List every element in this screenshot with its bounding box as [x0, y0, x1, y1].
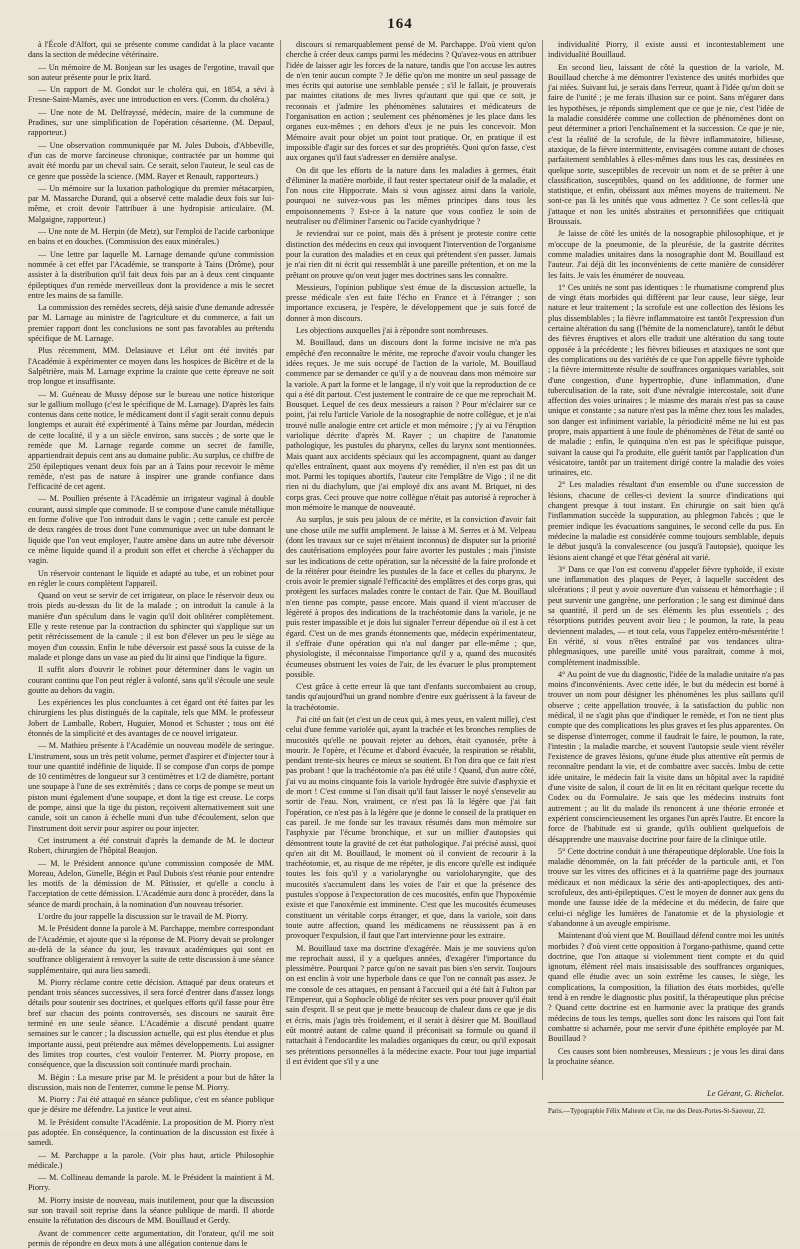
paragraph: discours si remarquablement pensé de M. Parchappe. D'où vient qu'on cherche à créer deux camps parmi les médecins ? Qu'avez-vous en attribuer l'idée de laisser agir les forces de la nature, tandis que l'on accuse les autres de n'en tenir aucun compte ? Je défie qu'on me montre un seul passage de mes écrits qui autorise une semblable pensée ; s'il le fallait, je prouverais par maintes citations de mes livres qu'autant que qui que ce soit, je reconnais et j'admire les phénomènes salutaires et médicateurs de l'organisation en action ; seulement ces phénomènes je les place dans les organes eux-mêmes ; en dehors d'eux je ne puis les concevoir. Mon Mémoire avait pour objet un point tout pratique. Or, en pratique il est impossible d'agir sur des forces et sur des propriétés. Quoi qu'on fasse, c'est aux organes qu'il faut s'adresser en dernière analyse. — [286, 40, 536, 163]
paragraph: M. Piorry réclame contre cette décision. Attaqué par deux orateurs et pendant trois séances successives, il sera forcé d'entrer dans d'assez longs détails pour soutenir ses doctrines, et quelques efforts qu'il fasse pour être bref sur chacun des points controversés, ses discours ne saurait être terminé en une seule séance. L'Académie a discuté pendant quatre semaines sur le cancer ; la discussion actuelle, qui est plus étendue et plus importante aussi, peut prétendre aux mêmes développements. Lui assigner des limites trop courtes, c'est vouloir l'enterrer. M. Piorry propose, en conséquence, que la discussion soit continuée mardi prochain. — [28, 977, 274, 1070]
paragraph: M. Bouillaud, dans un discours dont la forme incisive ne m'a pas empêché d'en reconnaître le mérite, me reproche d'avoir voulu changer les idées reçues. Je me suis occupé de l'action de la variole, M. Bouillaud commence par se demander ce qu'il y a de nouveau dans mon mémoire sur la variole. A part la forme et le langage, il n'y voit que la reproduction de ce qui a été dit partout. C'est justement le contraire de ce que me reprochait M. Bousquet. Lequel de ces deux messieurs a raison ? Pour m'éclairer sur ce point, j'ai relu l'article Variole de la nosographie de notre collègue, et je n'ai trouvé nulle analogie entre cet article et mon mémoire ; j'y ai vu l'éruption variolique décrite d'après M. Rayer ; un chapitre de l'anatomie pathologique, les pustules du pharynx, celles du larynx sont mentionnées. Mais quant aux accidents spéciaux qui les accompagnent, quant au danger qu'elles entraînent, quant aux moyens d'y remédier, il n'en est pas dit un mot. Parmi les topiques abortifs, l'auteur cite l'emplâtre de Vigo ; il ne dit rien ni du diachylum, que j'ai employé dix ans avant M. Briquet, ni des corps gras. Ceci prouve que notre collègue n'était pas autorisé à reprocher à mon mémoire le manque de nouveauté. — [286, 338, 536, 513]
printer-imprint: Paris.—Typographie Félix Malteste et Cie, rue des Deux-Portes-St-Sauveur, 22. — [548, 1108, 766, 1115]
paragraph: — Une note de M. Delfrayssé, médecin, maire de la commune de Pradines, sur une simplification de l'opération césarienne. (M. Depaul, rapporteur.) — [28, 107, 274, 138]
paragraph: Maintenant d'où vient que M. Bouillaud défend contre moi les unités morbides ? d'où vient cette opposition à l'organo-pathisme, quand cette doctrine, que l'on attaque si violemment tient compte et du quid ignotum, élément réel mais insaisissable des souffrances organiques, quand elle étudie avec un soin extrême les causes, le siège, les complications, la composition, la filiation des états morbides, qu'elle tend à en rendre le diagnostic plus positif, la thérapeutique plus précise ? Quand cette doctrine est en harmonie avec la pratique des grands médecins de tous les temps, quelles sont donc les raisons qui l'ont fait combattre si acharnée, pour me servir d'une épithète employée par M. Bouillaud ? — [548, 931, 784, 1044]
column-3 — [548, 40, 784, 1080]
paragraph: Ces causes sont bien nombreuses, Messieurs ; je vous les dirai dans la prochaine séance. — [548, 1046, 784, 1066]
paragraph: individualité Piorry, il existe aussi et incontestablement une individualité Bouillaud. — [548, 40, 784, 60]
paragraph: M. Bégin : La mesure prise par M. le président a pour but de hâter la discussion, mais non de l'enterrer, comme le pense M. Piorry. — [28, 1072, 274, 1092]
paragraph: Les objections auxquelles j'ai à répondre sont nombreuses. — [296, 326, 489, 336]
paragraph: — M. Guéneau de Mussy dépose sur le bureau une notice historique sur le gallium mollugo (c'est le spécifique de M. Larnage). D'après les faits contenus dans cette notice, le médicament dont il s'agit serait connu depuis longtemps et aurait été expérimenté à Tains même par Jourdan, médecin de cette localité, il y a un siècle environ, sans succès ; de sorte que le remède que M. Larnage regarde comme un secret de famille, appartiendrait depuis cent ans au domaine public. Au surplus, ce chiffre de 250 épileptiques venant deux fois par an à Tains pour recevoir le même remède, n'est pas de nature à inspirer une grande confiance dans l'efficacité de cet agent. — [28, 389, 274, 492]
column-divider-2 — [542, 40, 543, 1080]
paragraph: — Une note de M. Herpin (de Metz), sur l'emploi de l'acide carbonique en bains et en douches. (Commission des eaux minérales.) — [28, 227, 274, 247]
paragraph: à l'École d'Alfort, qui se présente comme candidat à la place vacante dans la section de médecine vétérinaire. — [28, 40, 274, 60]
paragraph: L'ordre du jour rappelle la discussion sur le travail de M. Piorry. — [38, 912, 248, 922]
paragraph: Messieurs, l'opinion publique s'est émue de la discussion actuelle, la presse médicale s'en est faite l'écho en France et à l'étranger ; son importance excusera, je l'espère, le développement que je suis forcé de donner à mon discours. — [286, 282, 536, 323]
paragraph: La commission des remèdes secrets, déjà saisie d'une demande adressée par M. Larnage au ministre de l'agriculture et du commerce, a fait un premier rapport dont les conclusions ne sont pas favorables au prétendu spécifique de M. Larnage. — [28, 303, 274, 344]
paragraph: 1° Ces unités ne sont pas identiques : le rhumatisme comprend plus de vingt états morbides qui diffèrent par leur cause, leur siège, leur nature et leur traitement ; la scrofule est une collection des lésions les plus dissemblables ; la fièvre inflammatoire est tantôt l'expression d'un certaine altération du sang (l'hémite de la nomenclature), tantôt le début des fièvres éruptives et alors elle traduit une altération du sang toute opposée à la précédente ; les fièvres bilieuses et ataxiques ne sont que des complications ou des variétés de ce que l'on appelle fièvre typhoïde ; la fièvre intermittente résulte de souffrances organiques variables, soit d'une congestion, d'une hypertrophie, d'une inflammation, d'une tuberculisation de la rate, soit d'une névralgie intercostale, soit d'une affection des voies urinaires ; le miasme des marais n'est pas sa cause unique et constante ; sa nature n'est pas la même chez tous les malades, son danger est infiniment variable, la périodicité même ne lui est pas propre, mais appartient à une foule de phénomènes de l'état de santé ou de maladie ; enfin, le quinquina n'en est pas le spécifique puisque, suivant la cause qui l'a produite, elle guérit tantôt par l'application d'un vésicatoire, tantôt par un traitement dirigé contre la maladie des voies urinaires, etc. — [548, 282, 784, 478]
paragraph: 3° Dans ce que l'on est convenu d'appeler fièvre typhoïde, il existe une inflammation des plaques de Peyer, à laquelle succèdent des ulcérations ; il peut y avoir ouverture d'un vaisseau et hémorrhagie ; il peut survenir une gangrène, une perforation ; le sang est diminué dans sa quantité, il perd un de ses éléments les plus essentiels ; des résorptions putrides peuvent avoir lieu ; le poumon, la rate, la peau deviennent malades, — et tout cela, vous l'appelez entéro-mésentérite ! En vérité, si vous n'êtes entraîné par vos tendances ultra-phlegmasiques, une pareille unité vous paraîtrait, comme à moi, complètement inadmissible. — [548, 564, 784, 667]
page-number: 164 — [387, 16, 413, 32]
paragraph: Un réservoir contenant le liquide et adapté au tube, et un robinet pour en régler le cours complètent l'appareil. — [28, 568, 274, 588]
paragraph: — Un mémoire de M. Bonjean sur les usages de l'ergotine, travail que son auteur présente pour le prix Itard. — [28, 62, 274, 82]
paragraph: M. Piorry : J'ai été attaqué en séance publique, c'est en séance publique que je désire me défendre. La justice le veut ainsi. — [28, 1095, 274, 1115]
editor-signature: Le Gérant, G. Richelot. — [707, 1089, 784, 1098]
paragraph: — Un rapport de M. Gondot sur le choléra qui, en 1854, a sévi à Fresne-Saint-Mamès, avec une introduction en vers. (Comm. du choléra.) — [28, 85, 274, 105]
paragraph: Les expériences les plus concluantes à cet égard ont été faites par les chirurgiens les plus distingués de la capitale, tels que MM. le professeur Jobert de Lamballe, Robert, Huguier, Monod et Schuster ; tous ont été étonnés de la simplicité et des avantages de ce nouvel irrigateur. — [28, 698, 274, 738]
paragraph: — Un mémoire sur la luxation pathologique du premier métacarpien, par M. Massarche Durand, qui a observé cette maladie deux fois sur lui-même, et croit devoir l'attribuer à une hydropisie articulaire. (M. Malgaigne, rapporteur.) — [28, 183, 274, 224]
paragraph: M. Piorry insiste de nouveau, mais inutilement, pour que la discussion sur son travail soit reprise dans la séance publique de mardi. Il aborde ensuite la réfutation des discours de MM. Bouillaud et Gerdy. — [28, 1195, 274, 1226]
column-2 — [286, 40, 536, 1080]
paragraph: — M. Parchappe a la parole. (Voir plus haut, article Philosophie médicale.) — [28, 1150, 274, 1170]
paragraph: En second lieu, laissant de côté la question de la variole, M. Bouillaud cherche à me démontrer l'existence des unités morbides que j'ai niées. Suivant lui, je serais dans l'erreur, quant à l'idée qu'on doit se faire de l'unité ; je me ferais illusion sur ce point. Sans m'égarer dans les hypothèses, je réponds simplement que ce que je nie, c'est l'idée de la maladie considérée comme une collection de phénomènes dont on peut déterminer a priori l'enchaînement et la succession. Ce que je nie, c'est la réalité de la scrofule, de la fièvre inflammatoire, bilieuse, ataxique, de la fièvre intermittente, envisagées comme autant de choses parfaitement semblables à elles-mêmes dans tous les cas, dessinées en quelque sorte, susceptibles de recevoir un nom et de se prêter à une classification, susceptibles, quand on les additionne, de former une statistique, et enfin, obéissant aux mêmes moyens de traitement. Ne sont-ce pas là les unités que vous admettez ? Ce sont celles-là que j'attaque et non les unités abstraites et personnifiées que critiquait Broussais. — [548, 62, 784, 227]
paragraph: J'ai cité un fait (et c'est un de ceux qui, à mes yeux, en valent mille), c'est celui d'une femme variolée qui, ayant la trachée et les bronches remplies de mucosités qu'elle ne pouvait rejeter au dehors, était cyanosée, prête à mourir. Je l'opère, et l'écume et d'abord évacuée, la respiration se rétablit, pendant trente-six heures ce mieux se soutient. Et l'on dira que ce fait n'est pas probant ! que la trachéotomie n'a pas été utile ! Quand, d'un autre côté, j'ai vu au moins cinquante fois la variole hydrogée être suivie d'asphyxie et de mort ! C'est comme si l'on disait qu'il faut laisser le noyé s'ensevelir au sortir de l'eau. Non, vraiment, ce n'est pas là la légère que j'ai fait l'opération, ce n'est pas à la légère que je donne le conseil de la pratiquer en cas pareil. Je me fonde sur les travaux résumés dans mon mémoire sur l'asphyxie par l'écume bronchique, et sur un millier d'autopsies qui démontrent toute la gravité de cet état pathologique. J'ai précisé aussi, quoi qu'en ait dit M. Bouillaud, le moment où il convient de recourir à la trachéotomie, et, au risque de me répéter, je dis encore qu'elle est indiquée toutes les fois qu'il y a variolarynghe ou varioloharyngite, que des mucosités s'accumulent dans les voies de l'air et que la présence des pustules s'oppose à l'expectoration de ces mucosités, enfin que l'hypoxémie existe et que l'anoxémie est imminente. C'est que les mucosités écumeuses constituent un véritable corps étranger, et que, dans la variole, soit dans toute autre affection, quand les médicamens ne réussissent pas à en provoquer l'expulsion, il faut que l'art intervienne pour les extraire. — [286, 715, 536, 941]
column-1 — [28, 40, 274, 1248]
paragraph: — Une lettre par laquelle M. Larnage demande qu'une commission nommée à cet effet par l'Académie, se transporte à Tains (Drôme), pour assister à la distribution qu'il fait deux fois par an à deux cent cinquante épileptiques d'un remède merveilleux dont la providence a mis le secret entre les mains de sa famille. — [28, 249, 274, 300]
paragraph: On dit que les efforts de la nature dans les maladies à germes, était d'éliminer la matière morbide, il faut rester spectateur oisif de la maladie, et l'on nous cite Hippocrate. Mais si vous agissez ainsi dans la variole, pourquoi ne suivez-vous pas les mêmes principes dans tous les empoisonnements ? Est-ce à la nature que vous confiez le soin de neutraliser ou d'éliminer l'arsenic ou l'acide cyanhydrique ? — [286, 165, 536, 227]
paragraph: Quand on veut se servir de cet irrigateur, on place le réservoir deux ou trois pieds au-dessus du lit de la malade ; on introduit la canule à la manière d'un spéculum dans le vagin qu'il doit oblitérer complètement. Elle y reste retenue par la contraction du sphincter qui s'applique sur un petit rétrécissement de la canule ; il est bon d'élever un peu le siège au moyen d'un coussin. Enfin le tube déversoir est passé sous la cuisse de la malade et plonge dans un vase au pied du lit ainsi que l'indique la figure. — [28, 591, 274, 662]
paragraph: C'est grâce à cette erreur là que tant d'enfants succombaient au croup, tandis qu'aujourd'hui un grand nombre d'entre eux guérissent à la faveur de la trachéotomie. — [286, 682, 536, 712]
paragraph: — M. Mathieu présente à l'Académie un nouveau modèle de seringue. L'instrument, sous un très petit volume, permet d'aspirer et d'injecter tour à tour une quantité indéfinie de liquide. Il se compose d'un corps de pompe de 10 centimètres de longueur sur 3 centimètres et 1/2 de diamètre, portant une soupape à l'une de ses extrémités ; dans ce corps de pompe se meut un piston muni également d'une soupape, et dont la tige est creuse. Le corps de pompe, ainsi que la tige du piston, reçoivent alternativement soit une canule, soit un canon à échelle muni d'un tube d'écoulement, selon que l'instrument doit servir pour aspirer ou pour injecter. — [28, 741, 274, 833]
paragraph: Cet instrument a été construit d'après la demande de M. le docteur Robert, chirurgien de l'hôpital Beaujon. — [28, 835, 274, 856]
paragraph: M. Bouillaud taxe ma doctrine d'exagérée. Mais je me souviens qu'on me reprochait aussi, il y a quelques années, d'exagérer l'importance du plessimètre. Pourquoi ? parce qu'on ne savait pas bien s'en servir. Toujours on est enclin à voir une hyperbole dans ce que l'on ne connaît pas assez. Je me console de ces attaques, en pensant à l'accueil qui a été fait à Fulton par l'Empereur, qui a Sophocle obligé de réciter ses vers pour prouver qu'il était sain d'esprit. Il se peut que je mette beaucoup de chaleur dans ce que je dis et écris, mais j'agis très froidement, et il serait à désirer que M. Bouillaud eût montré autant de calme quand il préconisait sa formule ou quand il rattachait à l'endocardite les maladies organiques du cœur, ou qu'il exposait ses prétentions personnelles à la médecine exacte. Pour tout juge impartial il est évident que s'il y a une — [286, 943, 536, 1066]
paragraph: 4° Au point de vue du diagnostic, l'idée de la maladie unitaire n'a pas moins d'inconvénients. Avec cette idée, le but du médecin est borné à trouver un nom pour désigner les phénomènes les plus saillans qu'il observe ; cette appellation trouvée, à la satisfaction du public non médical, il ne s'agit plus que d'indiquer le remède, et l'on ne tient plus compte que des complications les plus graves et les plus apparentes. On se dispense d'interroger, comme il faudrait le faire, le poumon, la rate, l'intestin ; la maladie marche, et souvent l'autopsie seule vient révéler l'existence de graves lésions, qu'une étude plus attentive eût permis de reconnaître pendant la vie, et de combattre avec succès. Imbu de cette idée unitaire, le médecin fait la visite dans un hôpital avec la rapidité d'une visite de salon, il court de lit en lit en récitant quelque recette du Codex ou du Formulaire. Je sais que les médecins instruits font autrement ; au lit du malade ils renoncent à une théorie erronée et expérient consciencieusement les organes l'un après l'autre. Et encore la force de l'habitude est si grande, qu'ils oublient quelquefois de désapprendre une mauvaise doctrine pour faire de la clinique utile. — [548, 669, 784, 844]
paragraph: M. le Président donne la parole à M. Parchappe, membre correspondant de l'Académie, et ajoute que si la réponse de M. Piorry devait se prolonger au-delà de la séance du jour, les travaux académiques qui sont en souffrance obligeraient à renvoyer la suite de cette discussion à une séance supplémentaire, qui aura lieu samedi. — [28, 924, 274, 975]
paragraph: Au surplus, je suis peu jaloux de ce mérite, et la conviction d'avoir fait une chose utile me suffit amplement. Je laisse à M. Serres et à M. Velpeau (dont les travaux sur ce sujet m'étaient inconnus) de disputer sur la priorité des cautérisations employées pour faire avorter les pustules ; mais j'insiste sur les indications de cette opération, sur la nécessité de la faire profonde et de la réitérer pour éteindre les pustules de la face et celles du pharynx. Je crois avoir le premier signalé l'efficacité des emplâtres et des corps gras, qui protègent les surfaces malades contre le contact de l'air. Que M. Bouillaud n'en tienne pas compte, passe encore. Mais quand il vient m'accuser de légèreté à propos des indications de la trachéotomie dans la variole, je ne puis rester impassible et je dois lui signaler l'erreur dépendue où il est à cet égard. C'est un de mes grands étonnements que, médecin expérimentateur, il s'effraie d'une opération qui n'a nul danger par elle-même ; que, physiologiste, il méconnaisse l'importance qu'il y a, quand des mucosités écumeuses obstruent les voies de l'air, de les évacuer le plus promptement possible. — [286, 515, 536, 679]
paragraph: — M. Poullien présente à l'Académie un irrigateur vaginal à double courant, aussi simple que commode. Il se compose d'une canule métallique en forme d'olive que l'on introduit dans le vagin ; cette canule est percée de deux rangées de trous dont l'une communique avec un tube donnant le liquide que l'on veut employer, l'autre amène dans un autre tube déversoir ce même liquide quand il a produit son effet et cherche à s'échapper du vagin. — [28, 494, 274, 566]
paragraph: Je reviendrai sur ce point, mais dès à présent je proteste contre cette distinction des médecins en ceux qui invoquent l'intervention de l'organisme pour la curation des maladies et en ceux qui prétendent s'en passer. Jamais je n'ai rien dit ni écrit qui ressemblât à une pareille prétention, et on me la prêtant on prouve qu'on veut juger mes doctrines sans les connaître. — [286, 229, 536, 280]
paragraph: 2° Les maladies résultant d'un ensemble ou d'une succession de lésions, chacune de celles-ci devient la source d'indications qui changent presque à tout instant. En chirurgie on sait bien qu'à l'inflammation succède la suppuration, au phlegmon l'abcès ; que le premier indique les évacuations sanguines, le second celle du pus. En médecine la maladie est considérée comme toujours semblable, depuis le début jusqu'à la convalescence (ou jusqu'à l'autopsie), quoique les lésions aient changé et que l'état général ait varié. — [548, 480, 784, 562]
paragraph: — M. Collineau demande la parole. M. le Président la maintient à M. Piorry. — [28, 1173, 274, 1193]
paragraph: Plus récemment, MM. Delasiauve et Lélut ont été invités par l'Académie à expérimenter ce moyen dans les hospices de Bicêtre et de la Salpêtrière, mais M. Larnage exprime la crainte que cette épreuve ne soit trop longue et insuffisante. — [28, 346, 274, 387]
footer-rule — [548, 1102, 784, 1103]
page-footer — [548, 1088, 784, 1117]
paragraph: Il suffit alors d'ouvrir le robinet pour déterminer dans le vagin un courant continu que l'on peut régler à volonté, sans qu'il s'écoule une seule goutte au dehors du vagin. — [28, 665, 274, 695]
paragraph: Avant de commencer cette argumentation, dit l'orateur, qu'il me soit permis de répondre en deux mots à une allégation contenue dans le — [28, 1228, 274, 1248]
paragraph: — Une observation communiquée par M. Jules Dubois, d'Abbeville, d'un cas de morve farcineuse chronique, contractée par un homme qui avait été mordu par un cheval sain. Ce serait, selon l'auteur, le seul cas de ce genre que possède la science. (MM. Rayer et Renault, rapporteurs.) — [28, 140, 274, 181]
paragraph: — M. le Président annonce qu'une commission composée de MM. Moreau, Adelon, Gimelle, Bégin et Paul Dubois s'est réunie pour entendre les motifs de la démission de M. Pâtissier, et qu'elle a conclu à l'acceptation de cette démission. L'Académie aura donc à procéder, dans la séance de mardi prochain, à la nomination d'un nouveau trésorier. — [28, 858, 274, 909]
paragraph: 5° Cette doctrine conduit à une thérapeutique déplorable. Une fois la maladie dénommée, on la fait précéder de la particule anti, et l'on trouve sur les vitres des officines et à la quatrième page des journaux médicaux et non médicaux la série des anti-apoplectiques, des anti-scrofuleux, des anti-épileptiques. C'est le moyen de donner aux gens du monde une fausse idée de la médecine et du médecin, de faire que celui-ci néglige les lumières de l'anatomie et de la physiologie et s'abandonne à un aveugle empirisme. — [548, 846, 784, 928]
paragraph: M. le Président consulte l'Académie. La proposition de M. Piorry n'est pas adoptée. En conséquence, la continuation de la discussion est fixée à samedi. — [28, 1117, 274, 1148]
paragraph: Je laisse de côté les unités de la nosographie philosophique, et je m'occupe de la pneumonie, de la pleurésie, de la gastrite décrites comme maladies unitaires dans la nosographie dont M. Bouillaud est l'auteur. J'ai déjà dit les inconvénients de cette manière de considérer les faits. Je vais les énumérer de nouveau. — [548, 229, 784, 280]
column-divider-1 — [280, 40, 281, 1080]
